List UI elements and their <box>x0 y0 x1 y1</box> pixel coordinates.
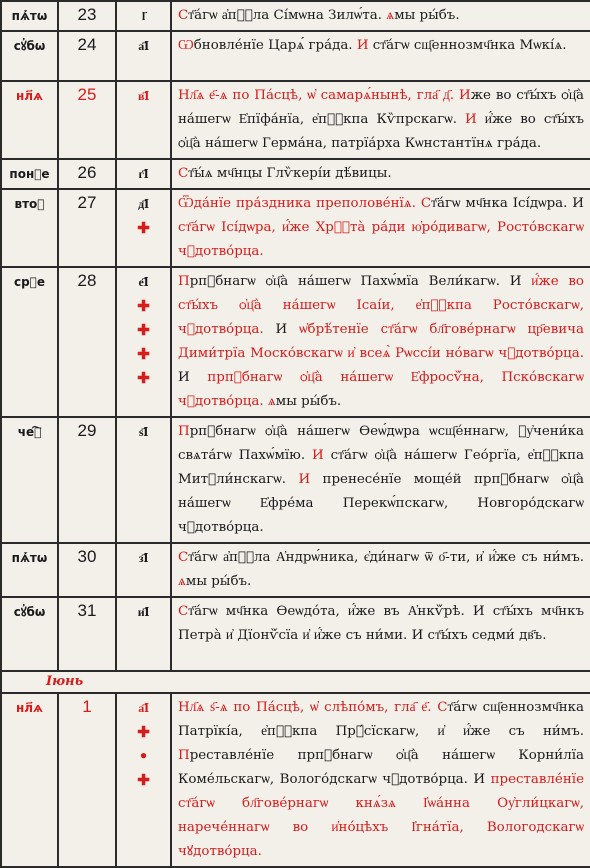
date-number-cell: 29 <box>58 417 116 543</box>
old-style-date-cell <box>116 267 171 417</box>
commemoration-text-cell <box>171 267 590 417</box>
date-number-cell: 1 <box>58 693 116 867</box>
cross-rubric-icon: ✚ <box>137 345 150 363</box>
commemoration-text: рпⷣбнагѡ ѻ҆ц҃а̀ на́шегѡ Пахѡ́мїа Вели́кагѡ. И <box>189 274 532 289</box>
rubric-text: Нл҃ѧ ѕ҃-ѧ по Па́сцѣ, ѡ҆ слѣпо́мъ, гла҃ е҃. С <box>178 700 448 715</box>
date-number-cell: 27 <box>58 189 116 267</box>
commemoration-text: И <box>275 322 300 337</box>
commemoration-text-cell <box>171 31 590 81</box>
month-label: Іюнь <box>46 674 84 689</box>
old-style-date-label: з҃ӏ <box>138 551 149 565</box>
weekday-cell: понⷣе <box>1 159 58 189</box>
rubric-text: ст҃а́гѡ Ісі́дѡра, и҆́же Хрⷭ҇та̀ ра́ди ю҆ро́дивагѡ, Росто́вскагѡ чꙋдотво́рца. <box>178 220 584 259</box>
rubric-text: П <box>178 424 190 439</box>
month-divider-row <box>1 671 590 693</box>
commemoration-text: же во ст҃ы́хъ ѻ҆ц҃а̀ на́шегѡ Е҆пїфа́нїа, е҆пⷭ҇кпа Кѷпрскагѡ. <box>178 88 584 127</box>
date-number-cell: 30 <box>58 543 116 597</box>
cross-rubric-icon: ✚ <box>137 321 150 339</box>
weekday-cell: сꙋ҆бѡ <box>1 597 58 671</box>
cross-rubric-icon: ✚ <box>137 771 150 789</box>
commemoration-text-cell <box>171 417 590 543</box>
old-style-date-cell <box>116 1 171 31</box>
commemoration-text: т҃а́гѡ мч҃нка Ісі́дѡра. И <box>431 196 584 211</box>
rubric-text: П <box>178 748 190 763</box>
commemoration-text: И <box>178 370 208 385</box>
rubric-text: И <box>459 88 471 103</box>
date-number-cell: 24 <box>58 31 116 81</box>
calendar-row <box>1 597 590 671</box>
commemoration-text-cell <box>171 189 590 267</box>
old-style-date-label: ѕ҃ӏ <box>138 425 149 439</box>
calendar-row <box>1 31 590 81</box>
rubric-text: И <box>298 472 311 487</box>
weekday-cell: чеⷦ҇ <box>1 417 58 543</box>
rubric-text: прпⷣбнагѡ ѻ҆ц҃а̀ на́шегѡ Е҆фросѷ́на, Пско́вскагѡ чꙋдотво́рца. <box>178 370 584 409</box>
commemoration-text: бновле́нїе Царѧ́ гра́да. <box>193 38 357 53</box>
date-number-cell: 26 <box>58 159 116 189</box>
cross-rubric-icon: ✚ <box>137 723 150 741</box>
old-style-date-cell <box>116 31 171 81</box>
old-style-date-label: а҃ӏ <box>138 39 149 53</box>
old-style-date-label: д҃ӏ <box>138 197 149 211</box>
commemoration-text-cell <box>171 81 590 159</box>
rubric-text: И <box>312 448 324 463</box>
date-number-cell: 31 <box>58 597 116 671</box>
old-style-date-label: а҃ӏ <box>138 701 149 715</box>
dot-rubric-icon: • <box>138 747 149 765</box>
rubric-text: Ѿда́нїе пра́здника преполове́нїѧ. С <box>178 196 432 211</box>
rubric-text: ѡ҆брѣ́тенїе ст҃а́гѡ бл҃гове́рнагѡ цр҃евича Дими́трїа Моско́вскагѡ и҆ всеѧ̀ Рѡссі́и но́вагѡ чꙋдотво́рца. <box>178 322 584 361</box>
rubric-text: и҆́же во ст҃ы́хъ ѻ҆ц҃а̀ на́шегѡ Ісаі́и, е҆пⷭ҇кпа Росто́вскагѡ, чꙋдотво́рца. <box>178 274 584 337</box>
cross-rubric-icon: ✚ <box>137 297 150 315</box>
rubric-text: Ѡ <box>178 38 194 53</box>
rubric-text: С <box>178 550 189 565</box>
calendar-row <box>1 81 590 159</box>
rubric-text: ѧ <box>178 574 186 589</box>
rubric-text: И <box>356 38 369 53</box>
commemoration-text: т҃ы́ѧ мч҃нцы Глѷкері́и дѣ́вицы. <box>188 166 392 181</box>
old-style-date-cell <box>116 693 171 867</box>
commemoration-text: т҃а́гѡ а҆пⷭ҇ла Сі́мѡна Зилѡ́та. <box>188 8 387 23</box>
old-style-date-label: ӏ҃ <box>141 9 146 23</box>
weekday-cell: нл҃ѧ <box>1 693 58 867</box>
commemoration-text-cell <box>171 159 590 189</box>
cross-rubric-icon: ✚ <box>137 369 150 387</box>
commemoration-text: т҃а́гѡ а҆пⷭ҇ла А҆ндрѡ́ника, є҆ди́нагѡ ѿ о҃-ти, и҆ и҆́же съ ни́мъ. <box>188 550 584 565</box>
commemoration-text: т҃а́гѡ мч҃нка Ѳеѡдо́та, и҆́же въ А҆нкѷ́рѣ. И ст҃ы́хъ мч҃нкъ Петра̀ и҆ Дїонѷ́сїа и҆ и҆́же съ ни́ми. И ст҃ы́хъ седми́ дв҃ъ. <box>178 604 584 643</box>
old-style-date-label: г҃ӏ <box>138 167 149 181</box>
commemoration-text-cell <box>171 597 590 671</box>
old-style-date-label: и҃ӏ <box>137 605 150 619</box>
calendar-row <box>1 159 590 189</box>
rubric-text: П <box>178 274 190 289</box>
old-style-date-cell <box>116 189 171 267</box>
old-style-date-cell <box>116 597 171 671</box>
rubric-text: ѧ <box>386 8 395 23</box>
rubric-text: Нл҃ѧ е҃-ѧ по Па́сцѣ, ѡ҆ самарѧ́нынѣ, гла҃ д҃. <box>178 88 459 103</box>
weekday-cell: сꙋ҆бѡ <box>1 31 58 81</box>
calendar-row <box>1 417 590 543</box>
weekday-cell: срⷣе <box>1 267 58 417</box>
rubric-text: С <box>178 8 189 23</box>
commemoration-text: пренесе́нїе моще́й прпⷣбнагѡ ѻ҆ц҃а̀ на́шегѡ Е҆фре́ма Перекѡ́пскагѡ, Новгоро́дскагѡ чꙋдотво́рца. <box>178 472 584 535</box>
commemoration-text: мы ры́бъ. <box>275 394 342 409</box>
commemoration-text-cell <box>171 1 590 31</box>
weekday-cell: пѧ҆́тѡ <box>1 1 58 31</box>
cross-rubric-icon: ✚ <box>137 219 150 237</box>
commemoration-text-cell <box>171 543 590 597</box>
old-style-date-label: в҃ӏ <box>137 89 150 103</box>
weekday-cell: нл҃ѧ <box>1 81 58 159</box>
rubric-text: С <box>178 604 189 619</box>
commemoration-text: рестaвле́нїе прпⷣбнагѡ ѻ҆ц҃а̀ на́шегѡ Корни́лїа Коме́льскагѡ, Волого́дскагѡ чꙋдотво́рца. И <box>178 748 584 787</box>
weekday-cell: втоⷬ <box>1 189 58 267</box>
commemoration-text: рпⷣбнагѡ ѻ҆ц҃а̀ на́шегѡ Ѳеѡ́дѡра ѡсщ҃е́ннагѡ, ᲂу҆чени́ка свѧта́гѡ Пахѡ́мїю. <box>178 424 584 463</box>
date-number-cell: 25 <box>58 81 116 159</box>
rubric-text: престaвле́нїе ст҃а́гѡ бл҃гове́рнагѡ кнѧ́зѧ І҆ѡа́нна Оу҆гли́цкагѡ, нарече́ннагѡ во и҆но́цѣхъ І҆гна́тїа, Вологодскагѡ чꙋдотво́рца. <box>178 772 584 859</box>
commemoration-text: т҃а́гѡ сщ҃еннозмч҃нка Патрїкі́а, е҆пⷭ҇кпа Прꙋ́сїскагѡ, и҆ и҆́же съ ни́мъ. <box>178 700 584 739</box>
calendar-row <box>1 1 590 31</box>
commemoration-text: ст҃а́гѡ ѻ҆ц҃а̀ на́шегѡ Гео́ргїа, е҆пⷭ҇кпа Митꙋли́нскагѡ. <box>178 448 584 487</box>
calendar-row <box>1 267 590 417</box>
commemoration-text: мы ры́бъ. <box>394 8 460 23</box>
date-number-cell: 23 <box>58 1 116 31</box>
old-style-date-label: е҃ӏ <box>138 275 149 289</box>
date-number-cell: 28 <box>58 267 116 417</box>
rubric-text: ѧ <box>267 394 276 409</box>
commemoration-text: мы ры́бъ. <box>185 574 252 589</box>
commemoration-text-cell <box>171 693 590 867</box>
rubric-text: С <box>178 166 189 181</box>
commemoration-text: и҆́же во ст҃ы́хъ ѻ҆ц҃а̀ на́шегѡ Герма́на, патрїа́рха Кѡнстантїнѧ гра́да. <box>178 112 584 151</box>
old-style-date-cell <box>116 417 171 543</box>
commemoration-text: ст҃а́гѡ сщ҃еннозмч҃нка Мѡкі́ѧ. <box>368 38 567 53</box>
calendar-row <box>1 189 590 267</box>
old-style-date-cell <box>116 543 171 597</box>
calendar-row <box>1 693 590 867</box>
calendar-row <box>1 543 590 597</box>
old-style-date-cell <box>116 159 171 189</box>
rubric-text: И <box>465 112 477 127</box>
weekday-cell: пѧ҆́тѡ <box>1 543 58 597</box>
old-style-date-cell <box>116 81 171 159</box>
